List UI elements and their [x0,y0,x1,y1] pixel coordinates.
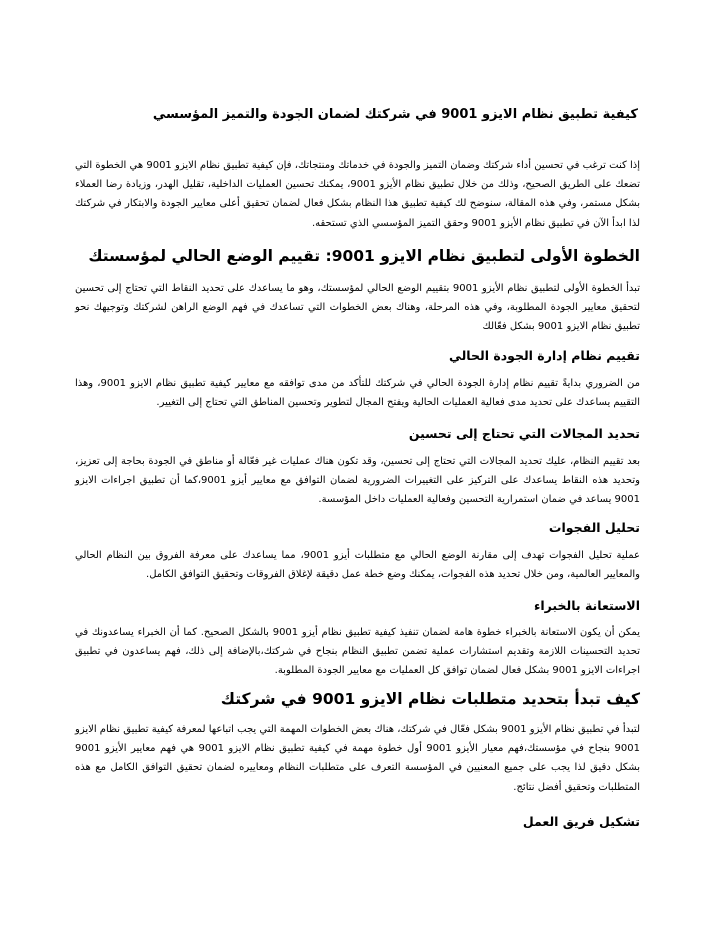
sub3-heading: تحليل الفجوات [548,520,640,535]
sub5-heading: تشكيل فريق العمل [522,814,640,829]
sub1-heading: تقييم نظام إدارة الجودة الحالي [448,348,640,363]
sub1-paragraph: من الضروري بدايةً تقييم نظام إدارة الجودة الحالي في شركتك للتأكد من مدى توافقه مع معايير كيفية تطبيق نظام الايزو 9001، وهذا التقييم يساعدك على تحديد مدى فعالية العمليات الحالية ويفتح المجال لتطوير وتحسين المناطق التي تحتاج إلى التغيير. [75,378,640,409]
section2-paragraph: لتبدأ في تطبيق نظام الأيزو 9001 بشكل فعّال في شركتك، هناك بعض الخطوات المهمة التي يجب اتباعها لمعرفة كيفية تطبيق نظام الايزو 9001 بنجاح في مؤسستك،فهم معيار الأيزو 9001 أول خطوة مهمة في كيفية تطبيق نظام الايزو 9001 هي فهم معايير الأيزو 9001 بشكل دقيق لذا يجب على جميع المعنيين في المؤسسة التعرف على متطلبات النظام ومعاييره لضمان تحقيق التوافق الكامل مع هذه المتطلبات وتحقيق أفضل نتائج. [75,724,640,793]
sub4-heading: الاستعانة بالخبراء [533,598,640,613]
section2-heading: كيف تبدأ بتحديد متطلبات نظام الايزو 9001 في شركتك [220,690,640,708]
sub2-heading: تحديد المجالات التي تحتاج إلى تحسين [408,426,640,441]
section1-paragraph: تبدأ الخطوة الأولى لتطبيق نظام الأيزو 9001 بتقييم الوضع الحالي لمؤسستك، وهو ما يساعدك على تحديد النقاط التي تحتاج إلى تحسين لتحقيق معايير الجودة المطلوبة، وفي هذه المرحلة، وهناك بعض الخطوات التي تساعدك في فهم الوضع الراهن لشركتك وتوجيهك نحو تطبيق نظام الايزو 9001 بشكل فعّالك [75,283,640,333]
sub4-paragraph: يمكن أن يكون الاستعانة بالخبراء خطوة هامة لضمان تنفيذ كيفية تطبيق نظام أيزو 9001 بالشكل الصحيح. كما أن الخبراء يساعدونك في تحديد التحسينات اللازمة وتقديم استشارات عملية تضمن تطبيق النظام بنجاح في شركتك،بالإضافة إلى ذلك، فهم يساعدون في تطبيق اجراءات الايزو 9001 بشكل فعال لضمان توافق كل العمليات مع معايير الجودة المطلوبة. [75,627,640,677]
sub3-paragraph: عملية تحليل الفجوات تهدف إلى مقارنة الوضع الحالي مع متطلبات أيزو 9001، مما يساعدك على معرفة الفروق بين النظام الحالي والمعايير العالمية، ومن خلال تحديد هذه الفجوات، يمكنك وضع خطة عمل دقيقة لإغلاق الفروقات وتحقيق التوافق الكامل. [75,550,640,581]
section1-heading: الخطوة الأولى لتطبيق نظام الايزو 9001: تقييم الوضع الحالي لمؤسستك [88,247,640,265]
document-title: كيفية تطبيق نظام الايزو 9001 في شركتك لضمان الجودة والتميز المؤسسي [152,107,638,122]
sub2-paragraph: بعد تقييم النظام، عليك تحديد المجالات التي تحتاج إلى تحسين، وقد تكون هناك عمليات غير فعّالة أو مناطق في الجودة بحاجة إلى تعزيز، وتحديد هذه النقاط يساعدك على التركيز على التغييرات الضرورية لضمان التوافق مع معايير أيزو 9001،كما أن تطبيق اجراءات الايزو 9001 يساعد في ضمان استمرارية التحسين وفعالية العمليات داخل المؤسسة. [75,456,640,506]
intro-paragraph: إذا كنت ترغب في تحسين أداء شركتك وضمان التميز والجودة في خدماتك ومنتجاتك، فإن كيفية تطبيق نظام الايزو 9001 هي الخطوة التي تضعك على الطريق الصحيح، وذلك من خلال تطبيق نظام الأيزو 9001، يمكنك تحسين العمليات الداخلية، تقليل الهدر، وزيادة رضا العملاء بشكل مستمر، وفي هذه المقالة، سنوضح لك كيفية تطبيق هذا النظام بشكل فعال لضمان تحقيق أعلى معايير الجودة والابتكار في شركتك لذا ابدأ الآن في تطبيق نظام الأيزو 9001 وحقق التميز المؤسسي الذي تستحقه. [75,160,641,229]
